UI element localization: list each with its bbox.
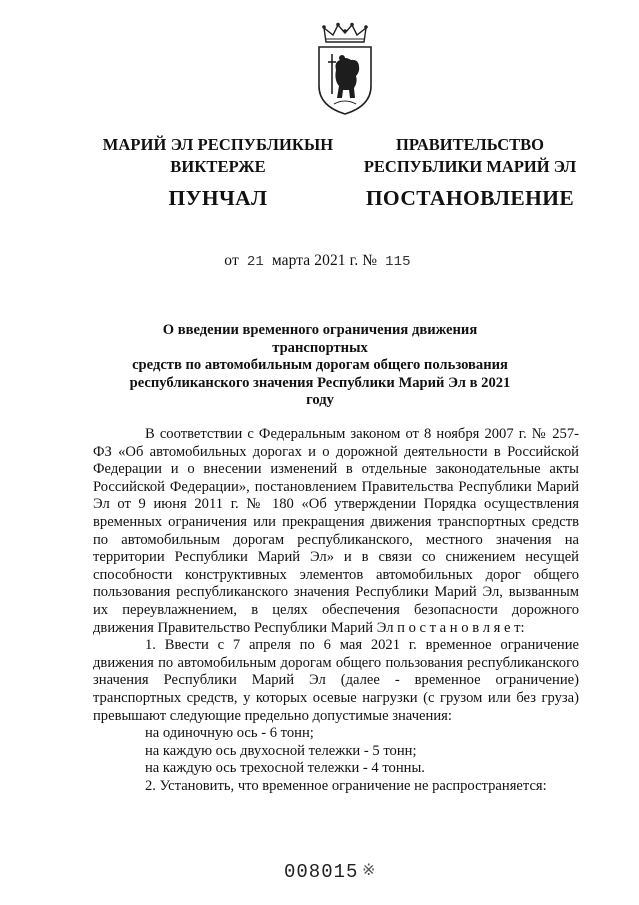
limit-two-axle: на каждую ось двухосной тележки - 5 тонн; — [145, 742, 417, 759]
header-right-line1: ПРАВИТЕЛЬСТВО — [396, 135, 544, 154]
dateline-day: 21 — [246, 254, 264, 270]
subject-line: средств по автомобильным дорогам общего пользования — [132, 357, 508, 373]
document-body — [93, 426, 579, 795]
dateline-month-year: марта 2021 г. № — [271, 252, 378, 269]
dateline-prefix: от — [224, 252, 239, 269]
header-left-line1: МАРИЙ ЭЛ РЕСПУБЛИКЫН — [102, 135, 334, 154]
document-dateline — [0, 252, 639, 270]
subject-line: республиканского значения Республики Марий Эл в 2021 году — [129, 374, 511, 408]
serial-mark-icon: ※ — [362, 860, 376, 879]
header-left-title: ПУНЧАЛ — [168, 186, 268, 210]
limit-three-axle: на каждую ось трехосной тележки - 4 тонны. — [145, 760, 425, 777]
header-right-block — [360, 134, 580, 209]
header-left-line2: ВИКТЕРЖЕ — [170, 157, 266, 176]
serial-number: 008015 — [284, 861, 359, 883]
header-right-title: ПОСТАНОВЛЕНИЕ — [365, 186, 575, 210]
item-1-paragraph: 1. Ввести с 7 апреля по 6 мая 2021 г. временное ограничение движения по автомобильным дорогам общего пользования республиканского значения Республики Марий Эл (далее - временное ограничение) транспортных средств, у которых осевые нагрузки (с грузом или без груза) превышают следующие предельно допустимые значения: — [93, 637, 579, 724]
preamble-paragraph: В соответствии с Федеральным законом от 8 ноября 2007 г. № 257-ФЗ «Об автомобильных дорогах и о дорожной деятельности в Российской Федерации и о внесении изменений в отдельные законодательные акты Российской Федерации», постановлением Правительства Республики Марий Эл от 9 июня 2011 г. № 180 «Об утверждении Порядка осуществления временных ограничения или прекращения движения транспортных средств по автомобильным дорогам республиканского, местного значения на территории Республики Марий Эл» и в связи со снижением несущей способности конструктивных элементов автомобильных дорог общего пользования республиканского значения Республики Марий Эл, вызванным их переувлажнением, в целях обеспечения безопасности дорожного движения Правительство Республики Марий Эл п о с т а н о в л я е т: — [93, 426, 579, 636]
document-subject — [115, 322, 525, 410]
item-2-paragraph: 2. Установить, что временное ограничение не распространяется: — [145, 777, 547, 794]
subject-line: О введении временного ограничения движения транспортных — [162, 322, 478, 356]
coat-of-arms-icon — [314, 22, 376, 116]
limit-single-axle: на одиночную ось - 6 тонн; — [145, 725, 314, 742]
header-left-block — [98, 134, 338, 209]
dateline-number: 115 — [385, 254, 411, 270]
header-right-line2: РЕСПУБЛИКИ МАРИЙ ЭЛ — [363, 157, 577, 176]
